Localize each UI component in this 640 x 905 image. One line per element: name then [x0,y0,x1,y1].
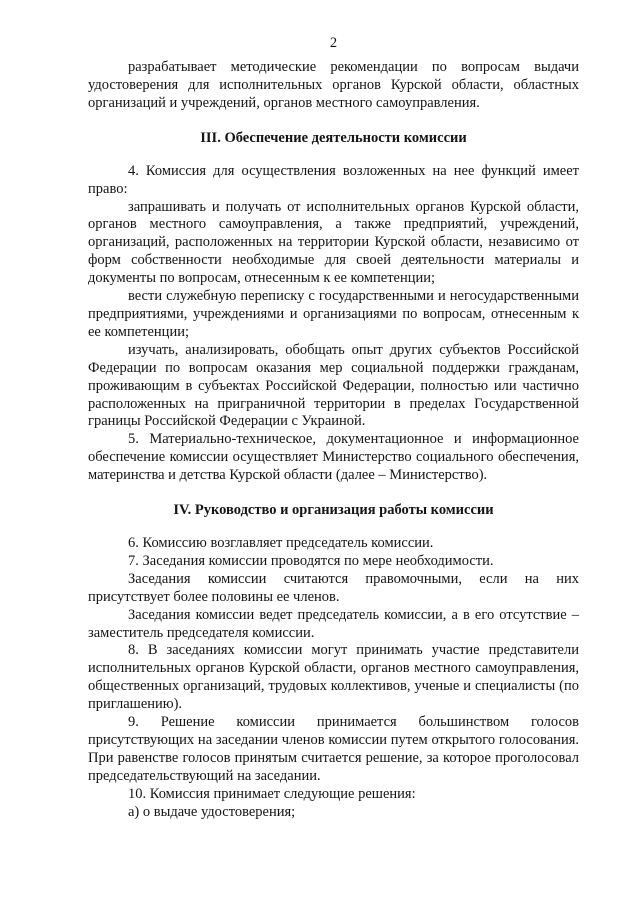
paragraph-4: 4. Комиссия для осуществления возложенных на нее функций имеет право: [88,162,579,197]
paragraph-intro: разрабатывает методические рекомендации по вопросам выдачи удостоверения для исполнительных органов Курской области, областных организаций и учреждений, органов местного самоуправления. [88,59,579,111]
paragraph-7: 7. Заседания комиссии проводятся по мере необходимости. [128,552,494,569]
paragraph-study-experience: изучать, анализировать, обобщать опыт других субъектов Российской Федерации по вопросам оказания мер социальной поддержки гражданам, проживающим в субъектах Российской Федерации, полностью или частично расположенных на приграничной территории в пределах Государственной границы Российской Федерации с Украиной. [88,341,579,430]
paragraph-correspondence: вести служебную переписку с государственными и негосударственными предприятиями, учреждениями и организациями по вопросам, отнесенным к ее компетенции; [88,288,579,340]
section-4-title: IV. Руководство и организация работы комиссии [173,502,494,519]
paragraph-chair: Заседания комиссии ведет председатель комиссии, а в его отсутствие – заместитель председателя комиссии. [88,606,579,641]
paragraph-request-materials: запрашивать и получать от исполнительных органов Курской области, органов местного самоуправления, а также предприятий, учреждений, организаций, расположенных на территории Курской области, независимо от форм собственности необходимые для своей деятельности материалы и документы по вопросам, отнесенным к ее компетенции; [88,198,579,287]
paragraph-6: 6. Комиссию возглавляет председатель комиссии. [128,535,434,552]
paragraph-8: 8. В заседаниях комиссии могут принимать участие представители исполнительных органов Курской области, органов местного самоуправления, общественных организаций, трудовых коллективов, ученые и специалисты (по приглашению). [88,642,579,713]
paragraph-9: 9. Решение комиссии принимается большинством голосов присутствующих на заседании членов комиссии путем открытого голосования. При равенстве голосов принятым считается решение, за которое проголосовал председательствующий на заседании. [88,714,579,784]
paragraph-5: 5. Материально-техническое, документационное и информационное обеспечение комиссии осуществляет Министерство социального обеспечения, материнства и детства Курской области (далее – Министерство). [88,431,579,484]
paragraph-10a: а) о выдаче удостоверения; [128,803,296,820]
page-number: 2 [329,35,338,51]
section-3-title: III. Обеспечение деятельности комиссии [200,129,467,146]
paragraph-10: 10. Комиссия принимает следующие решения: [128,785,416,802]
paragraph-quorum: Заседания комиссии считаются правомочными, если на них присутствует более половины ее членов. [88,570,579,605]
